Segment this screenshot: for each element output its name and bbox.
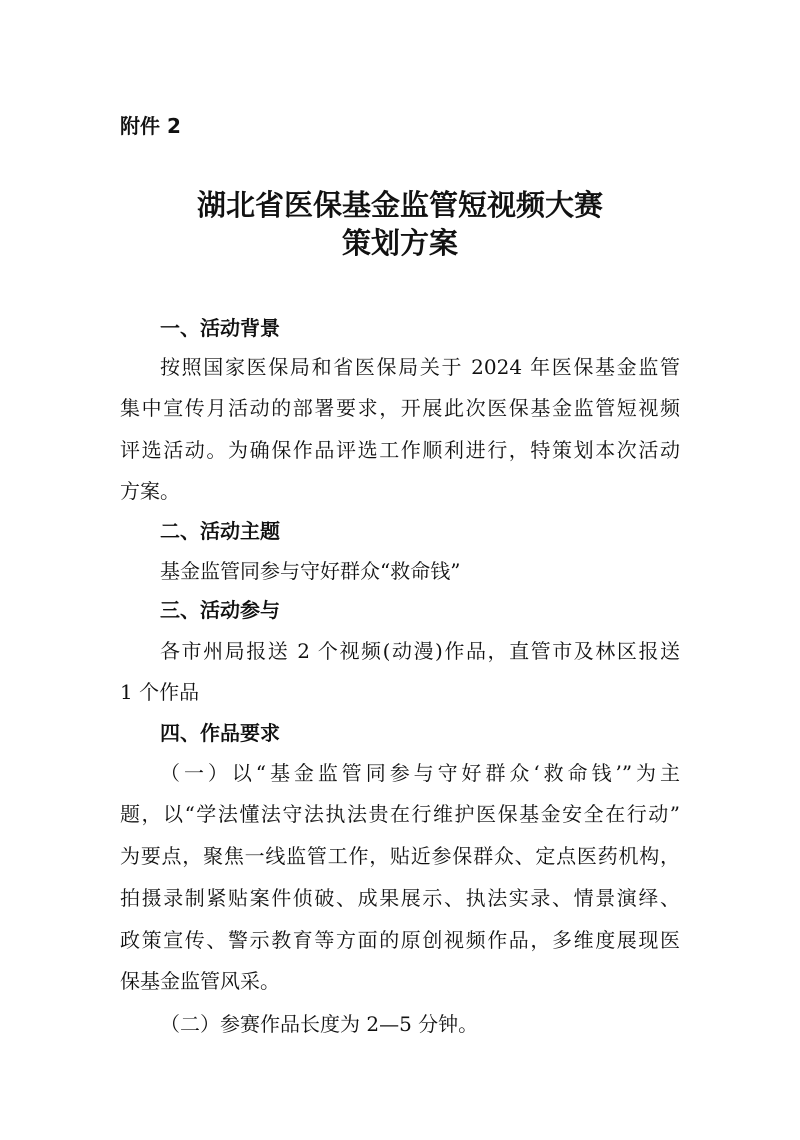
section-heading-background: 一、活动背景 [160, 316, 280, 340]
paragraph-line: 1 个作品 [120, 680, 200, 704]
paragraph-line: 各市州局报送 2 个视频(动漫)作品，直管市及林区报送 [160, 639, 680, 663]
paragraph-line: 拍摄录制紧贴案件侦破、成果展示、执法实录、情景演绎、 [120, 886, 680, 910]
paragraph-line: （二）参赛作品长度为 2—5 分钟。 [160, 1012, 479, 1036]
section-heading-theme: 二、活动主题 [160, 519, 280, 543]
attachment-label: 附件 2 [120, 114, 181, 138]
document-title-line-1: 湖北省医保基金监管短视频大赛 [196, 188, 603, 222]
document-title-line-2: 策划方案 [341, 226, 458, 260]
paragraph-line: 基金监管同参与守好群众“救命钱” [160, 559, 461, 583]
paragraph-line: 按照国家医保局和省医保局关于 2024 年医保基金监管 [160, 355, 680, 379]
paragraph-line: 方案。 [120, 479, 180, 503]
paragraph-line: 集中宣传月活动的部署要求，开展此次医保基金监管短视频 [120, 396, 680, 420]
section-heading-participation: 三、活动参与 [160, 598, 280, 622]
section-heading-requirements: 四、作品要求 [160, 721, 280, 745]
paragraph-line: 为要点，聚焦一线监管工作，贴近参保群众、定点医药机构， [120, 844, 680, 868]
paragraph-line: 题，以“学法懂法守法执法贵在行维护医保基金安全在行动” [120, 802, 680, 826]
paragraph-line: 评选活动。为确保作品评选工作顺利进行，特策划本次活动 [120, 438, 680, 462]
paragraph-line: 政策宣传、警示教育等方面的原创视频作品，多维度展现医 [120, 928, 680, 952]
paragraph-line: （一）以“基金监管同参与守好群众‘救命钱’”为主 [160, 761, 680, 785]
paragraph-line: 保基金监管风采。 [120, 969, 280, 993]
